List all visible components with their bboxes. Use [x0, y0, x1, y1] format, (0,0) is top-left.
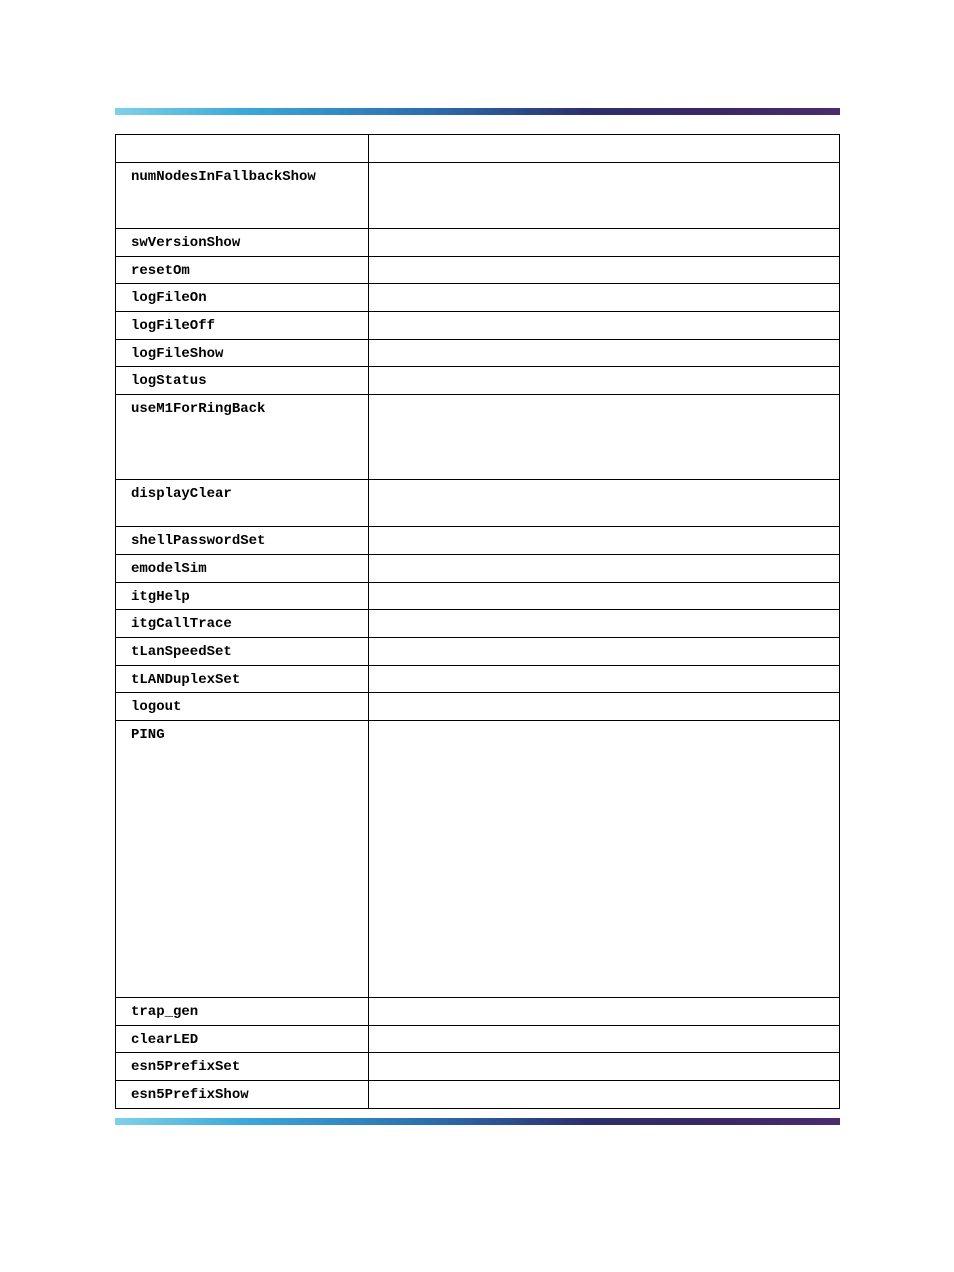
table-row: [116, 1053, 840, 1081]
table-row: [116, 284, 840, 312]
description-cell: [369, 229, 840, 257]
table-row: [116, 163, 840, 229]
command-name: PING: [131, 727, 165, 743]
description-cell: [369, 340, 840, 367]
command-name: logStatus: [131, 373, 207, 389]
command-cell: [116, 480, 369, 527]
command-name: shellPasswordSet: [131, 533, 266, 549]
command-cell: [116, 527, 369, 555]
description-cell: [369, 527, 840, 555]
table-row: [116, 666, 840, 693]
description-cell: [369, 257, 840, 284]
command-name: numNodesInFallbackShow: [131, 169, 316, 185]
command-table: [115, 134, 840, 1109]
command-cell: [116, 998, 369, 1026]
command-cell: [116, 610, 369, 638]
command-cell: [116, 257, 369, 284]
description-cell: [369, 998, 840, 1026]
command-name: resetOm: [131, 263, 190, 279]
command-name: emodelSim: [131, 561, 207, 577]
top-decorative-rule: [115, 108, 840, 115]
description-cell: [369, 312, 840, 340]
command-cell: [116, 721, 369, 998]
description-cell: [369, 284, 840, 312]
table-row: [116, 527, 840, 555]
header-cell-command: [116, 135, 369, 163]
command-cell: [116, 583, 369, 610]
description-cell: [369, 610, 840, 638]
command-cell: [116, 284, 369, 312]
command-cell: [116, 163, 369, 229]
table-row: [116, 555, 840, 583]
description-cell: [369, 1053, 840, 1081]
table-row: [116, 395, 840, 480]
command-cell: [116, 340, 369, 367]
table-row: [116, 312, 840, 340]
command-name: logout: [131, 699, 182, 715]
command-name: itgCallTrace: [131, 616, 232, 632]
table-row: [116, 693, 840, 721]
table-row: [116, 638, 840, 666]
command-cell: [116, 1026, 369, 1053]
table-row: [116, 229, 840, 257]
command-cell: [116, 367, 369, 395]
description-cell: [369, 666, 840, 693]
command-cell: [116, 395, 369, 480]
description-cell: [369, 693, 840, 721]
table-header-row: [116, 135, 840, 163]
table-row: [116, 1026, 840, 1053]
command-cell: [116, 555, 369, 583]
command-cell: [116, 693, 369, 721]
description-cell: [369, 721, 840, 998]
command-name: logFileOn: [131, 290, 207, 306]
table-row: [116, 257, 840, 284]
command-name: displayClear: [131, 486, 232, 502]
command-cell: [116, 312, 369, 340]
table-row: [116, 610, 840, 638]
command-cell: [116, 229, 369, 257]
description-cell: [369, 1026, 840, 1053]
command-name: itgHelp: [131, 589, 190, 605]
command-cell: [116, 638, 369, 666]
command-name: swVersionShow: [131, 235, 241, 251]
command-name: trap_gen: [131, 1004, 199, 1020]
command-name: esn5PrefixShow: [131, 1087, 249, 1103]
description-cell: [369, 480, 840, 527]
table-row: [116, 340, 840, 367]
description-cell: [369, 395, 840, 480]
table-row: [116, 367, 840, 395]
description-cell: [369, 163, 840, 229]
command-name: logFileShow: [131, 346, 224, 362]
description-cell: [369, 555, 840, 583]
bottom-decorative-rule: [115, 1118, 840, 1125]
table-row: [116, 583, 840, 610]
command-name: logFileOff: [131, 318, 216, 334]
command-cell: [116, 1081, 369, 1109]
command-name: useM1ForRingBack: [131, 401, 266, 417]
table-row: [116, 1081, 840, 1109]
command-cell: [116, 1053, 369, 1081]
description-cell: [369, 638, 840, 666]
header-cell-description: [369, 135, 840, 163]
description-cell: [369, 367, 840, 395]
command-name: esn5PrefixSet: [131, 1059, 241, 1075]
table-row: [116, 998, 840, 1026]
description-cell: [369, 583, 840, 610]
description-cell: [369, 1081, 840, 1109]
command-name: tLanSpeedSet: [131, 644, 232, 660]
command-name: tLANDuplexSet: [131, 672, 241, 688]
command-name: clearLED: [131, 1032, 199, 1048]
command-cell: [116, 666, 369, 693]
table-row: [116, 721, 840, 998]
table-row: [116, 480, 840, 527]
